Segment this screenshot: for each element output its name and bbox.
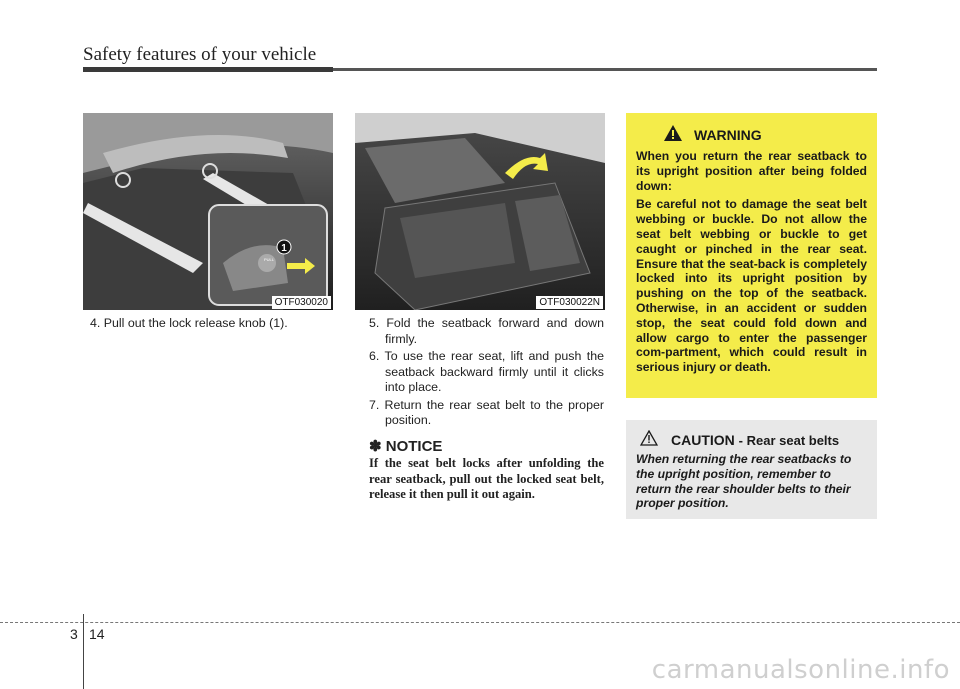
figure-code: OTF030020 (272, 296, 331, 309)
caution-subtitle: - Rear seat belts (738, 433, 840, 448)
callout-number-1: 1 (281, 243, 287, 254)
trunk-lock-knob-photo (83, 113, 333, 310)
header-title: Safety features of your vehicle (83, 44, 317, 65)
figure-code: OTF030022N (536, 296, 603, 309)
pull-label: PULL (263, 257, 275, 262)
warning-triangle-icon (664, 125, 682, 141)
folded-seat-photo (355, 113, 605, 310)
caution-title (671, 432, 867, 448)
header-rule-accent (83, 67, 333, 72)
notice-body: If the seat belt locks after unfolding the rear seatback, pull out the locked seat belt, release it then pull it out again. (369, 456, 604, 501)
warning-intro: When you return the rear seatback to its upright position after being folded down: (636, 149, 867, 193)
caution-label: CAUTION (671, 432, 735, 448)
notice-title: ✽ NOTICE (369, 437, 443, 455)
caution-triangle-icon (640, 430, 658, 446)
page-number: 14 (89, 626, 105, 642)
warning-box (626, 113, 877, 398)
watermark: carmanualsonline.info (651, 655, 950, 685)
warning-title: WARNING (694, 127, 762, 143)
left-column (90, 316, 330, 334)
step-6: 6. To use the rear seat, lift and push the seatback backward firmly until it clicks into place. (369, 349, 604, 394)
middle-column (369, 316, 604, 503)
footer-rule (0, 622, 960, 623)
chapter-number: 3 (70, 626, 78, 642)
step-5: 5. Fold the seatback forward and down firmly. (369, 316, 604, 346)
step-7: 7. Return the rear seat belt to the proper position. (369, 397, 604, 427)
footer-divider (83, 614, 84, 689)
step-4: 4. Pull out the lock release knob (1). (90, 316, 288, 330)
caution-box (626, 420, 877, 519)
warning-body: Be careful not to damage the seat belt webbing or buckle. Do not allow the seat belt webbing or buckle to get caught or pinched in the rear seat. Ensure that the seat-back is completely locked into its upright position by pushing on the top of the seatback. Otherwise, in an accident or sudden stop, the seat could fold down and allow cargo to enter the passenger com-partment, which could result in serious injury or death. (636, 197, 867, 375)
caution-body: When returning the rear seatbacks to the upright position, remember to return the rear shoulder belts to their proper position. (636, 452, 852, 511)
